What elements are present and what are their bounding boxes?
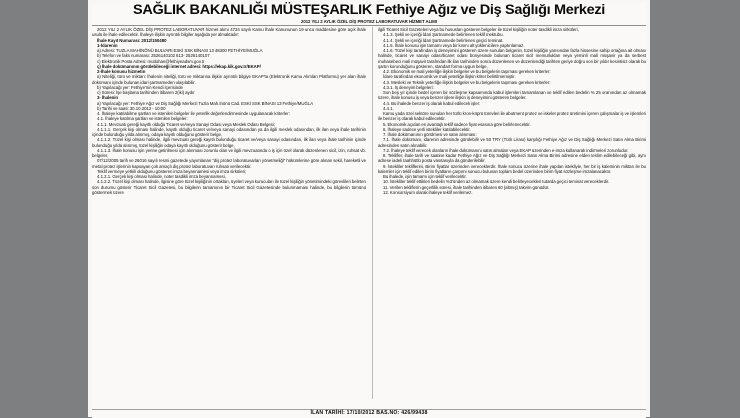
paragraph: 07/12/2005 tarih ve 26016 sayılı resmi gazetede yayımlanan "diş protez laboratuvarları yönetmeliği" hükümlerine göre alınan sekil, hareketli ve metal protez işlerinin kapsayan çok amaçlı diş protez laboratuvarı ruhsatı verilecektir.	[92, 158, 366, 169]
paper-inner	[92, 3, 646, 418]
right-column	[372, 27, 646, 399]
header-rule	[92, 25, 646, 26]
paragraph: 8. Teklifler, ihale tarih ve saatine kadar Fethiye Ağız ve Diş Sağlığı Merkezi Satın Alma Birimi adresine elden teslim edilebileceği gibi, aynı adrese iadeli taahhütlü posta vasıtasıyla da gönderilebilir.	[377, 153, 646, 164]
paragraph: 1-İdarenin	[97, 42, 118, 48]
paragraph: a) Niteliği, türü ve miktarı: İhalenin niteliği, türü ve miktarına ilişkin ayrıntılı bilgiye EKAP'ta (Elektronik Kamu Alımları Platformu) yer alan ihale dokümanı içinde bulunan idari şartnameden ulaşılabilir.	[92, 74, 366, 85]
paragraph: 4.1.6. Tüzel kişi tarafından iş deneyimini gösteren üzere sunulan belgenin, tüzel kişiliğin yarısından fazla hissesine sahip ortağına ait olması halinde, ticaret ve sanayi odası/ticaret odası bünyesinde bulunan ticaret sicil memurlukları veya yeminli mali müşavir ya da serbest muhasebeci mali müşavir tarafından ilk ilan tarihinden sonra düzenlenen ve düzenlendiği tarihten geriye doğru son bir yıldır kesintisiz olarak bu şartın korunduğunu gösteren, standart forma uygun belge,	[377, 48, 646, 69]
paragraph: 4.1.1. Mevzuatı gereği kayıtlı olduğu Ticaret ve/veya Sanayi Odası veya Meslek Odası Belgesi;	[97, 121, 276, 127]
title-sub: Fethiye Ağız ve Diş Sağlığı Merkezi	[375, 2, 606, 18]
title-main: SAĞLIK BAKANLIĞI MÜSTEŞARLIK	[132, 2, 373, 18]
paragraph: b) Yapılacağı yer: Fethiye'nin Kendi İçerisinde	[97, 84, 183, 90]
paragraph: 2-İhale konusu hizmetin	[97, 69, 146, 74]
paragraph: 11. Verilen tekliflerin geçerlilik süresi, ihale tarihinden itibaren 60 (altmış) takvim günüdür.	[382, 184, 550, 190]
paragraph: c) Elektronik Posta Adresi: mutluhan@fethiyeadsm.gov.tr	[97, 58, 205, 64]
paragraph: 10. İstekliler teklif ettikleri bedelin %3'ünden az olmamak üzere kendi belirleyecekleri tutarda geçici teminat vereceklerdir.	[382, 179, 610, 185]
paragraph: Bu ihalede, işin tamamı için teklif verilecektir.	[382, 174, 467, 179]
left-column	[92, 27, 366, 399]
paragraph: a) Yapılacağı yer: Fethiye Ağız ve Diş Sağlığı Merkezi Tuzla Mah.İnönü Cad. ESKİ SSK BİNASI 13 Fethiye/MUĞLA	[97, 100, 314, 106]
paragraph: İdare tarafından ekonomik ve mali yeterliğe ilişkin kriter belirtilmemiştir.	[382, 74, 516, 80]
paragraph: 5. Ekonomik açıdan en avantajlı teklif sadece fiyat esasına göre belirlenecektir.	[382, 121, 531, 127]
paragraph: b) Telefon ve faks numarası: 2526140102 613- 2526140107	[97, 53, 210, 59]
column-container	[92, 27, 646, 399]
paragraph: 4.1.2.1. Gerçek kişi olması halinde, noter tasdikli imza beyannamesi,	[97, 174, 226, 179]
paragraph: 7.1. İhale dokümanı, idarenin adresinde görülebilir ve 50 TRY (Türk Lirası) karşılığı Fethiye Ağız ve Diş Sağlığı Merkezi Satın Alma Birimi adresinden satın alınabilir.	[377, 137, 646, 148]
paragraph: 4.1.5. İhale konusu işin tamamı veya bir kısmı alt yüklenicilere yaptırılamaz.	[382, 42, 525, 48]
paragraph: 12. Konsorsiyum olarak ihaleye teklif verilemez.	[382, 189, 473, 195]
paragraph: a) Adresi: TUZLA MAHİNÖNÜ BULVARI ESKİ SSK BİNASI 13 48300 FETHİYE/MUĞLA	[97, 48, 263, 53]
paragraph: 4.1.2.2. Tüzel kişi olması halinde, ilgisine göre tüzel kişiliğinin ortakları, üyeleri veya kurucuları ile tüzel kişiliğin yönetimindeki görevlileri belirten son durumu gösterir Ticaret Sicil Gazetesi, bu bilgilerin tamamının bir Ticaret Sicil Gazetesinde bulunmaması halinde, bu bilgilerin tümünü göstermek üzere	[92, 179, 366, 195]
paragraph: 4.3. Mesleki ve Teknik yeterliğe ilişkin belgeler ve bu belgelerin taşıması gereken kriterler:	[382, 79, 551, 85]
paragraph: Teklif vermeye yetkili olduğunu gösteren imza beyannamesi veya imza sirküleri;	[97, 168, 247, 174]
paragraph: ilgili Ticaret Sicil Gazeteleri veya bu hususları gösteren belgeler ile tüzel kişiliğin noter tasdikli imza sirküleri,	[377, 27, 579, 32]
paragraph: 4.1.1.1. Gerçek kişi olması halinde, kayıtlı olduğu ticaret ve/veya sanayi odasından ya da ilgili meslek odasından, ilk ilan veya ihale tarihinin içinde bulunduğu yılda alınmış, odaya kayıtlı olduğunu gösterir belge,	[92, 126, 366, 137]
paragraph: 4.1.1.3. İhale konusu işin yerine getirilmesi için alınması zorunlu olan ve ilgili mevzuatında o iş için özel olarak düzenlenen sicil, izin, ruhsat vb. belgeler,	[92, 147, 366, 158]
paragraph: Kamu yada özel sektöre sunulan her türlü kron-köprü türevleri ile abutment protez ve iskelet protez üretimini içeren çalışmalar iş ve işlemleri ile benzer iş olarak kabul edilecektir.	[377, 111, 646, 122]
paragraph: 4.2. Ekonomik ve mali yeterliğe ilişkin belgeler ve bu belgelerin taşıması gereken kriterler:	[382, 69, 551, 74]
paragraph: ç) İhale dokümanının görülebileceği internet adresi: https://ekap.kik.gov.tr/EKAP/	[97, 63, 261, 69]
paragraph: 4.4.1.	[382, 105, 394, 111]
paragraph: 7. İhale dokümanının görülmesi ve satın alınması:	[382, 132, 477, 137]
publication-footer: İLAN TARİHİ: 17/10/2012 BAS.NO: 426/99438	[310, 410, 428, 416]
paragraph: 6. İhaleye sadece yerli istekliler katılabilecektir.	[382, 126, 471, 132]
paragraph: 4.3.1. İş deneyim belgeleri:	[382, 84, 434, 90]
paragraph: c) Süresi: İşe başlama tarihinden itibaren 2(iki) aydır	[97, 90, 195, 95]
paragraph: 4.1. İhaleye katılma şartları ve istenilen belgeler:	[97, 116, 188, 122]
paragraph: Son beş yıl içinde bedel içeren bir sözleşme kapsamında kabul işlemleri tamamlanan ve teklif edilen bedelin % 25 oranından az olmamak üzere, ihale konusu iş veya benzer işlere ilişkin iş deneyimini gösteren belgeler.	[377, 90, 646, 101]
paragraph: 4.4. Bu ihalede benzer iş olarak kabul edilecek işler:	[382, 100, 481, 106]
paragraph: 4.1.3. Şekli ve içeriği İdari Şartnamede belirlenen teklif mektubu.	[382, 32, 504, 38]
paragraph: 4.1.4. Şekli ve içeriği İdari Şartnamede belirlenen geçici teminat.	[382, 37, 504, 43]
paragraph: b) Tarihi ve saati: 30.10.2012 - 10:00	[97, 105, 166, 111]
kicker-line: 2012 YILI 2 AYLIK ÖZEL DİŞ PROTEZ LABORATUVAR HİZMET ALIMI	[301, 19, 437, 24]
paragraph: 4. İhaleye katılabilme şartları ve istenilen belgeler ile yeterlik değerlendirmesinde uygulanacak kriterler:	[97, 111, 290, 116]
page-title	[86, 3, 651, 18]
paragraph: 7.2. İhaleye teklif verecek olanların ihale dokümanını satın almaları veya EKAP üzerinden e-imza kullanarak indirmeleri zorunludur.	[382, 147, 629, 153]
newspaper-page	[88, 0, 650, 417]
paragraph: 4.1.1.2. Tüzel kişi olması halinde, ilgili mevzuatı gereği kayıtlı bulunduğu ticaret ve/veya sanayi odasından, ilk ilan veya ihale tarihinin içinde bulunduğu yılda alınmış, tüzel kişiliğin odaya kayıtlı olduğunu gösterir belge,	[92, 137, 366, 148]
paragraph: 2012 YILI 2 AYLIK ÖZEL DİŞ PROTEZ LABORATUVAR hizmet alımı 4734 sayılı Kamu İhale Kanununun 19 uncu maddesine göre açık ihale usulü ile ihale edilecektir. İhaleye ilişkin ayrıntılı bilgiler aşağıda yer almaktadır:	[92, 27, 366, 38]
paragraph: İhale Kayıt Numarası: 2012/150480	[97, 37, 167, 43]
paragraph: 9. İstekliler tekliflerini, Birim fiyatlar üzerinden vereceklerdir. İhale sonucu üzerine ihale yapılan istekliyle, her bir iş kaleminin miktarı ile bu kalemler için teklif edilen birim fiyatların çarpımı sonucu bulunan toplam bedel üzerinden birim fiyat sözleşme imzalanacaktır.	[377, 163, 646, 174]
paragraph: 3- İhalenin	[97, 95, 119, 101]
